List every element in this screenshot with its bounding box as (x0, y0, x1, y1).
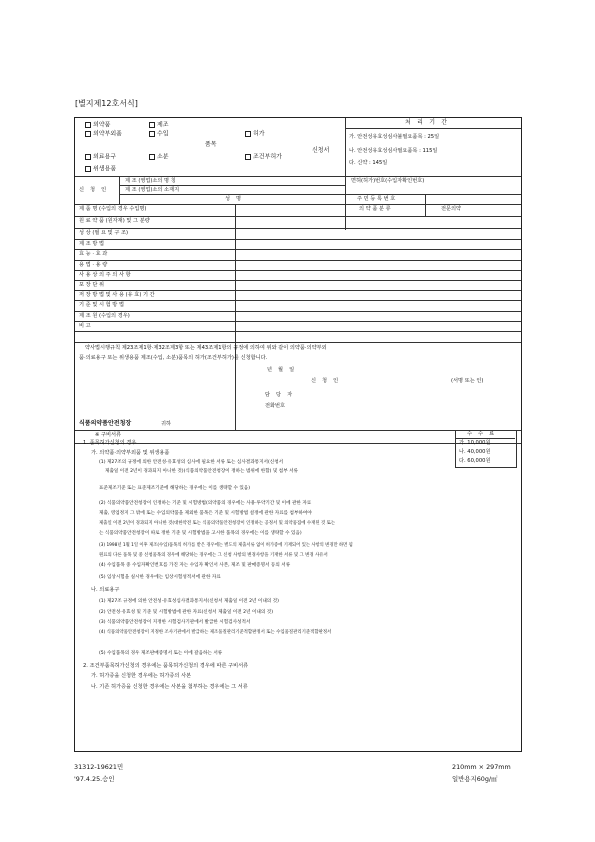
form-number-label: [ 별지제12호서식 ] (75, 98, 138, 109)
doc-line: 표준제조기준 또는 표준제조기준에 해당하는 경우에는 이를 생략할 수 있음) (99, 486, 251, 491)
checkbox-icon (85, 131, 91, 137)
license-number-label: 면허(허가)번호(수입자확인번호) (351, 178, 425, 184)
doc-line: (2) 안전성·유효성 및 기준 및 시험방법에 관한 자료(신청서 제출일 이전 2년 이내의 것) (99, 610, 274, 615)
paper-type: 일반용지60g/㎡ (452, 775, 498, 783)
fee-title: 수 수 료 (467, 431, 497, 437)
application-form (74, 117, 522, 752)
doc-line: (4) 수입품목 중 수입자확인번호를 가진 자는 수입자 확인서 사본, 제조 및 판매증명서 등의 서류 (99, 563, 291, 568)
addressee-suffix: 귀하 (161, 421, 172, 427)
doc-line: 제출, 영업정지 그 밖에 또는 수입의약품을 제외한 품목은 기준 및 시험방법 설정에 관한 자료를 첨부하여야 (99, 511, 312, 516)
declaration-date: 년 월 일 (267, 367, 297, 373)
doc-line: 제출일 이전 2년이 경과되지 아니한 것)(식품의약품안전청장이 정하는 범위에 한함) 및 첨부 서류 (105, 469, 298, 474)
product-name-label: 제 품 명 (수입의 경우 수입명) (79, 206, 147, 212)
processing-title: 처 리 기 간 (405, 119, 450, 126)
processing-item: 가. 안전성유효성심사불필요품목 : 25일 (349, 134, 440, 140)
checkbox-icon (85, 122, 91, 128)
fee-item: 다. 60,000원 (459, 458, 491, 464)
doc-line: 1. 품목허가신청의 경우 (83, 440, 137, 446)
check-import[interactable] (149, 131, 169, 138)
field-remarks: 비 고 (79, 323, 91, 329)
approval-date: '97.4.25.승인 (74, 775, 115, 783)
check-label: 조건부허가 (253, 153, 282, 161)
drug-category-value: 전문의약 (441, 206, 462, 212)
field-package-unit: 포 장 단 위 (79, 282, 104, 288)
field-precautions: 사 용 상 의 주 의 사 항 (79, 272, 131, 278)
checkbox-icon (245, 131, 251, 137)
check-medical-device[interactable] (85, 154, 116, 161)
check-label: 위생용품 (93, 165, 117, 173)
doc-line: (3) 식품의약품안전청장이 지정한 시험검사기관에서 발급한 시험검사성적서 (99, 620, 251, 625)
paper-size: 210mm × 297mm (452, 763, 511, 771)
check-hygiene-product[interactable] (85, 166, 116, 173)
field-manufacturer: 제 조 원 (수입의 경우) (79, 313, 130, 319)
field-test-methods: 기 준 및 시 험 방 법 (79, 302, 124, 308)
applicant-sign-label: 신 청 인 (311, 378, 341, 384)
checkbox-icon (149, 122, 155, 128)
declaration-text: 약사법시행규칙 제23조제1항·제32조제3항 또는 제43조제1항의 규정에 의하여 위와 같이 의약품·의약부외 (85, 345, 327, 351)
doc-line: (5) 수입품목의 경우 제조판매증명서 또는 이에 갈음하는 서류 (99, 651, 223, 656)
doc-line: (2) 식품의약품안전청장이 인정하는 기준 및 시험방법(의약품의 경우에는 사용·투약기간 및 이에 관한 자료 (99, 501, 312, 506)
doc-line: (1) 제27조 규정에 의한 안전성·유효성심사결과통지서(신청서 제출일 이전 2년 이내의 것) (99, 599, 279, 604)
doc-line: 가. 의약품·의약부외품 및 위생용품 (91, 450, 170, 456)
addressee: 식품의약품안전청장 (79, 420, 132, 427)
field-ingredients: 원 료 약 품 (원자재) 및 그 분량 (79, 218, 150, 224)
processing-item: 나. 안전성유효성심사필요품목 : 115일 (349, 148, 438, 154)
resident-number-label: 주 민 등 록 번 호 (357, 196, 396, 202)
check-label: 제조 (157, 121, 169, 129)
check-label: 수입 (157, 130, 169, 138)
phone-label: 전화번호 (265, 403, 286, 409)
business-name-label: 제 조 (영업)소의 명 칭 (125, 178, 176, 184)
doc-line: (5) 임상시험을 실시한 경우에는 임상시험성적서에 관한 자료 (99, 575, 221, 580)
item-label: 품목 (205, 141, 217, 148)
doc-line: 제출일 이전 2년이 경과되지 아니한 것(대한약전 또는 식품의약품안전청장이 인정하는 공정서 및 의약품집에 수재된 것 또는 (99, 521, 336, 526)
check-label: 의약품 (93, 121, 111, 129)
processing-item: 다. 신약 : 145일 (349, 160, 388, 166)
check-label: 의약부외품 (93, 130, 122, 138)
check-permit[interactable] (245, 131, 265, 138)
doc-line: (4) 식품의약품안전청장이 지정한 조사기관에서 발급하는 제조품질관리기준적합판정서 또는 수입품질관리기준적합판정서 (99, 630, 332, 635)
doc-line: 는 식품의약품안전청장이 따로 정한 기준 및 시험방법을 고시한 품목의 경우에는 이를 생략할 수 있음) (99, 531, 302, 536)
declaration-text: 품·의료용구 또는 위생용품 제조(수입, 소분)품목의 허가(조건부허가)를 신청합니다. (79, 355, 268, 361)
doc-line: 2. 조건부품목허가신청의 경우에는 품목허가신청의 경우에 따른 구비서류 (83, 663, 249, 669)
application-label: 신청서 (312, 147, 330, 154)
checkbox-icon (245, 154, 251, 160)
check-manufacture[interactable] (149, 122, 169, 129)
check-quasi-drug[interactable] (85, 131, 122, 138)
manager-label: 담 당 자 (265, 392, 295, 398)
doc-line: (1) 제27조의 규정에 의한 안전성·유효성의 심사에 필요한 서류 또는 심사결과통지서(신청서 (99, 460, 284, 465)
doc-line: 나. 기존 허가증을 신청한 경우에는 사본을 첨부하는 경우에는 그 서류 (91, 684, 248, 690)
drug-category-label: 의 약 품 분 류 (359, 206, 391, 212)
documents-title: ※ 구비서류 (95, 432, 122, 438)
fee-item: 나. 40,000원 (459, 449, 491, 455)
doc-line: 원료의 다른 품목 및 중 신청품목의 경우에 해당하는 경우에는 그 신청 사항의 변경사항을 기재한 서류 및 그 변경 사유서 (99, 553, 328, 558)
sign-note: (서명 또는 인) (451, 378, 484, 384)
check-drug[interactable] (85, 122, 110, 129)
check-repackaging[interactable] (149, 154, 169, 161)
check-conditional-permit[interactable] (245, 154, 282, 161)
applicant-side-label: 신 청 인 (79, 187, 109, 193)
checkbox-icon (85, 154, 91, 160)
doc-line: 나. 의료용구 (91, 587, 120, 593)
business-address-label: 제 조 (영업)소의 소재지 (125, 187, 180, 193)
check-label: 허가 (253, 130, 265, 138)
checkbox-icon (149, 131, 155, 137)
field-storage: 저 장 방 법 및 사 용 (유 효) 기 간 (79, 292, 155, 298)
field-manufacturing-method: 제 조 방 법 (79, 241, 104, 247)
doc-line: 가. 허가증을 신청한 경우에는 허가증의 사본 (91, 673, 192, 679)
name-label: 성 명 (225, 196, 244, 202)
form-code: 31312-19621민 (74, 763, 124, 771)
check-label: 소분 (157, 153, 169, 161)
check-label: 의료용구 (93, 153, 117, 161)
checkbox-icon (149, 154, 155, 160)
checkbox-icon (85, 166, 91, 172)
fee-item: 가. 10,000원 (459, 440, 491, 446)
field-efficacy: 효 능 · 효 과 (79, 251, 108, 257)
doc-line: (3) 1998년 1월 1일 이후 제조(수입)품목의 허가를 받은 경우에는 별도의 제출서류 없이 허가증에 기재되어 있는 사항의 변경만 하면 됨 (99, 543, 353, 548)
field-dosage: 용 법 · 용 량 (79, 262, 108, 268)
field-properties: 성 상 (필 요 및 구 조) (79, 230, 129, 236)
